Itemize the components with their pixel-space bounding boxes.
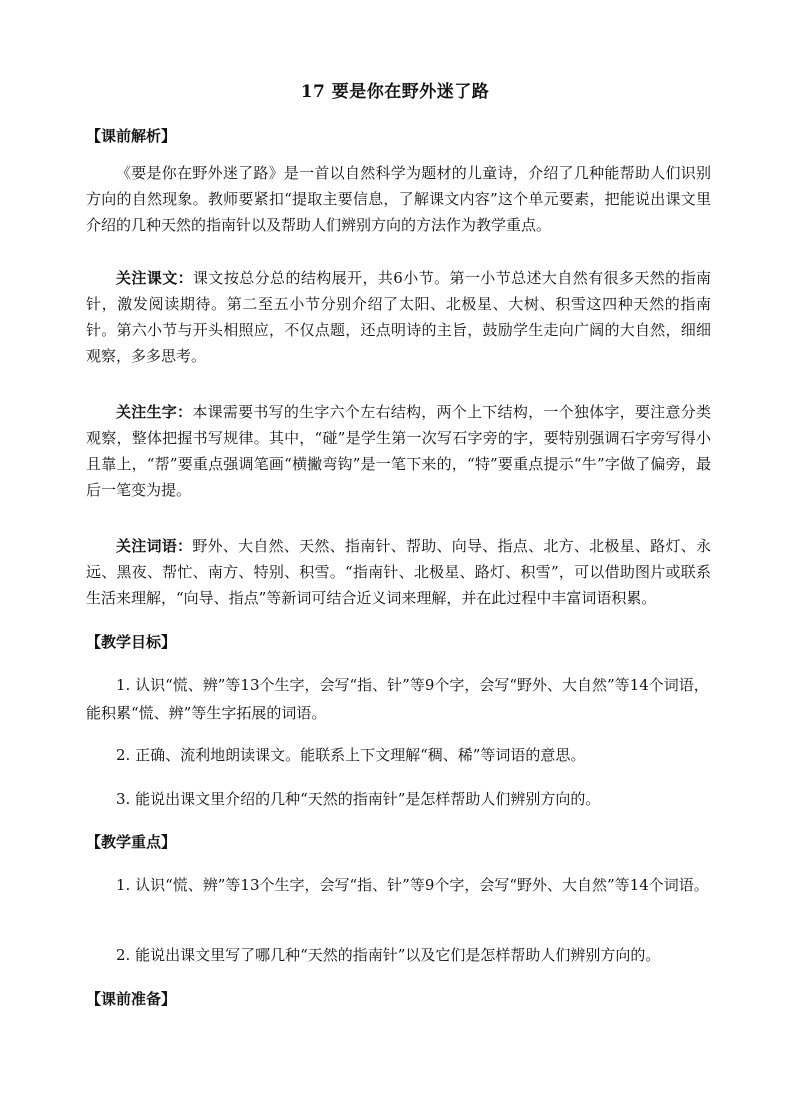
- heading-objectives: 【教学目标】: [86, 633, 177, 651]
- objective-item-1: 1. 认识“慌、辨”等13个生字，会写“指、针”等9个字，会写“野外、大自然”等14个词语，能积累“慌、辨”等生字拓展的词语。: [86, 676, 709, 722]
- words-focus-paragraph: [86, 533, 711, 611]
- chars-focus-body: 本课需要书写的生字六个左右结构，两个上下结构，一个独体字，要注意分类观察，整体把握书写规律。其中，“碰”是学生第一次写石字旁的字，要特别强调石字旁写得小且靠上，“帮”要重点强调笔画“横撇弯钩”是一笔下来的，“特”要重点提示“牛”字做了偏旁，最后一笔变为提。: [86, 403, 711, 499]
- heading-analysis: 【课前解析】: [86, 127, 177, 145]
- text-focus-paragraph: [86, 265, 711, 369]
- key-point-item-1: 1. 认识“慌、辨”等13个生字，会写“指、针”等9个字，会写“野外、大自然”等14个词语。: [116, 876, 709, 894]
- heading-key-points: 【教学重点】: [86, 833, 177, 851]
- heading-preparation: 【课前准备】: [86, 990, 177, 1008]
- words-focus-body: 野外、大自然、天然、指南针、帮助、向导、指点、北方、北极星、路灯、永远、黑夜、帮忙、南方、特别、积雪。“指南针、北极星、路灯、积雪”，可以借助图片或联系生活来理解，“向导、指点”等新词可结合近义词来理解，并在此过程中丰富词语积累。: [86, 537, 711, 607]
- text-focus-body: 课文按总分总的结构展开，共6小节。第一小节总述大自然有很多天然的指南针，激发阅读期待。第二至五小节分别介绍了太阳、北极星、大树、积雪这四种天然的指南针。第六小节与开头相照应，不仅点题，还点明诗的主旨，鼓励学生走向广阔的大自然，细细观察，多多思考。: [86, 269, 711, 365]
- chars-focus-paragraph: [86, 399, 711, 503]
- words-focus-lead: 关注词语：: [116, 537, 193, 555]
- objective-item-3: 3. 能说出课文里介绍的几种“天然的指南针”是怎样帮助人们辨别方向的。: [116, 790, 601, 808]
- analysis-intro-paragraph: 《要是你在野外迷了路》是一首以自然科学为题材的儿童诗，介绍了几种能帮助人们识别方向的自然现象。教师要紧扣“提取主要信息，了解课文内容”这个单元要素，把能说出课文里介绍的几种天然的指南针以及帮助人们辨别方向的方法作为教学重点。: [86, 164, 711, 234]
- chars-focus-lead: 关注生字：: [116, 403, 193, 421]
- text-focus-lead: 关注课文：: [116, 269, 194, 287]
- objective-item-2: 2. 正确、流利地朗读课文。能联系上下文理解“稠、稀”等词语的意思。: [116, 746, 586, 764]
- lesson-title: 17 要是你在野外迷了路: [300, 82, 490, 102]
- key-point-item-2: 2. 能说出课文里写了哪几种“天然的指南针”以及它们是怎样帮助人们辨别方向的。: [116, 946, 661, 964]
